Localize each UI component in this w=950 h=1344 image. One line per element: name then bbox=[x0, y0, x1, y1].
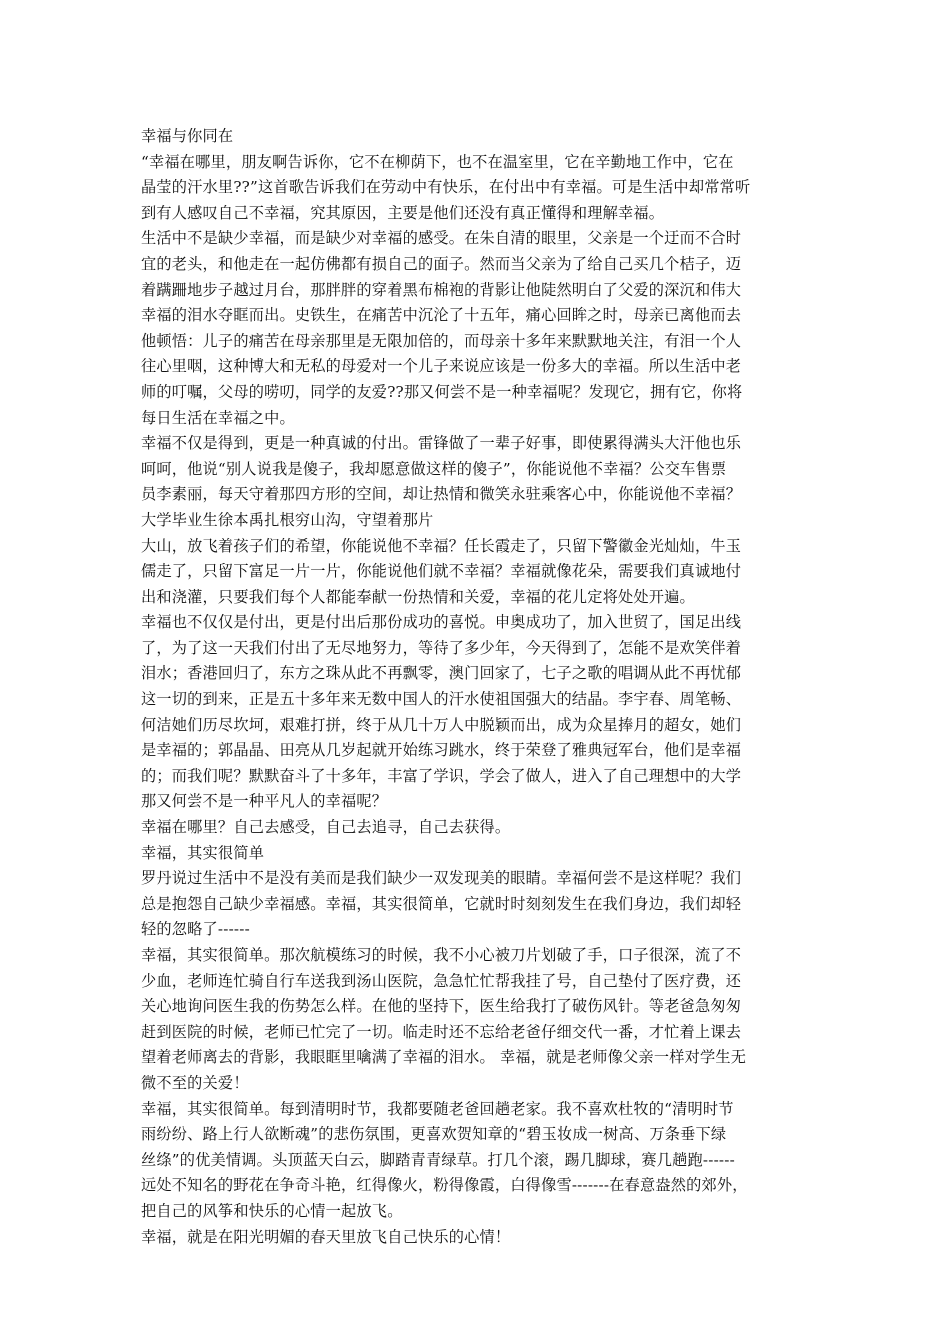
essay-title: 幸福与你同在 bbox=[141, 127, 234, 145]
text-line: 罗丹说过生活中不是没有美而是我们缺少一双发现美的眼睛。幸福何尝不是这样呢？我们 bbox=[141, 869, 742, 888]
text-line: 往心里咽，这种博大和无私的母爱对一个儿子来说应该是一份多大的幸福。所以生活中老 bbox=[141, 357, 742, 376]
text-line: 到有人感叹自己不幸福，究其原因，主要是他们还没有真正懂得和理解幸福。 bbox=[141, 203, 665, 222]
text-line: 丝绦”的优美情调。头顶蓝天白云，脚踏青青绿草。打几个滚，踢几脚球，赛几趟跑------ bbox=[141, 1150, 735, 1169]
text-line: 幸福也不仅仅是付出，更是付出后那份成功的喜悦。申奥成功了，加入世贸了，国足出线 bbox=[141, 613, 742, 632]
text-line: 微不至的关爱！ bbox=[141, 1073, 249, 1092]
text-line: 赶到医院的时候，老师已忙完了一切。临走时还不忘给老爸仔细交代一番，才忙着上课去 bbox=[141, 1022, 742, 1041]
text-line: 泪水；香港回归了，东方之珠从此不再飘零，澳门回家了，七子之歌的唱调从此不再忧郁 bbox=[141, 664, 742, 683]
text-line: 师的叮嘱，父母的唠叨，同学的友爱??那又何尝不是一种幸福呢？发现它，拥有它，你将 bbox=[141, 382, 743, 401]
text-line: 幸福不仅是得到，更是一种真诚的付出。雷锋做了一辈子好事，即使累得满头大汗他也乐 bbox=[141, 434, 742, 453]
text-line: 那又何尝不是一种平凡人的幸福呢？ bbox=[141, 792, 388, 811]
section-heading: 幸福，其实很简单 bbox=[141, 843, 265, 862]
text-line: 了，为了这一天我们付出了无尽地努力，等待了多少年，今天得到了，怎能不是欢笑伴着 bbox=[141, 638, 742, 657]
text-line: 出和浇灌，只要我们每个人都能奉献一份热情和关爱，幸福的花儿定将处处开遍。 bbox=[141, 587, 695, 606]
text-line: 总是抱怨自己缺少幸福感。幸福，其实很简单，它就时时刻刻发生在我们身边，我们却轻 bbox=[141, 894, 742, 913]
text-line: 幸福的泪水夺眶而出。史铁生，在痛苦中沉沦了十五年，痛心回眸之时，母亲已离他而去 bbox=[141, 306, 742, 325]
text-line: 呵呵，他说“别人说我是傻子，我却愿意做这样的傻子”，你能说他不幸福？公交车售票 bbox=[141, 459, 727, 478]
text-line: 每日生活在幸福之中。 bbox=[141, 408, 295, 427]
text-line: 宜的老头，和他走在一起仿佛都有损自己的面子。然而当父亲为了给自己买几个桔子，迈 bbox=[141, 254, 742, 273]
text-line: 晶莹的汗水里??”这首歌告诉我们在劳动中有快乐，在付出中有幸福。可是生活中却常常听 bbox=[141, 178, 751, 197]
text-line: 雨纷纷、路上行人欲断魂”的悲伤氛围，更喜欢贺知章的“碧玉妆成一树高、万条垂下绿 bbox=[141, 1125, 727, 1144]
text-line: 幸福，就是在阳光明媚的春天里放飞自己快乐的心情！ bbox=[141, 1227, 511, 1246]
text-line: 何洁她们历尽坎坷，艰难打拼，终于从几十万人中脱颖而出，成为众星捧月的超女，她们 bbox=[141, 715, 742, 734]
text-line: 大学毕业生徐本禹扎根穷山沟，守望着那片 bbox=[141, 510, 434, 529]
text-line: 是幸福的；郭晶晶、田亮从几岁起就开始练习跳水，终于荣登了雅典冠军台，他们是幸福 bbox=[141, 741, 742, 760]
text-line: “幸福在哪里，朋友啊告诉你，它不在柳荫下，也不在温室里，它在辛勤地工作中，它在 bbox=[141, 152, 734, 171]
text-line: 幸福，其实很简单。那次航模练习的时候，我不小心被刀片划破了手，口子很深，流了不 bbox=[141, 946, 742, 964]
text-line: 少血，老师连忙骑自行车送我到汤山医院，急急忙忙帮我挂了号，自己垫付了医疗费，还 bbox=[141, 971, 742, 990]
text-line: 着蹒跚地步子越过月台，那胖胖的穿着黑布棉袍的背影让他陡然明白了父爱的深沉和伟大 bbox=[141, 280, 742, 299]
essay-body bbox=[141, 124, 821, 1250]
text-line: 这一切的到来，正是五十多年来无数中国人的汗水使祖国强大的结晶。李宇春、周笔畅、 bbox=[141, 690, 742, 709]
text-line: 远处不知名的野花在争奇斗艳，红得像火，粉得像霞，白得像雪-------在春意盎然的郊外， bbox=[141, 1176, 748, 1195]
text-line: 幸福，其实很简单。每到清明时节，我都要随老爸回趟老家。我不喜欢杜牧的“清明时节 bbox=[141, 1099, 734, 1118]
text-line: 他顿悟：儿子的痛苦在母亲那里是无限加倍的，而母亲十多年来默默地关注，有泪一个人 bbox=[141, 331, 742, 350]
text-line: 儒走了，只留下富足一片一片，你能说他们就不幸福？幸福就像花朵，需要我们真诚地付 bbox=[141, 562, 742, 581]
text-line: 生活中不是缺少幸福，而是缺少对幸福的感受。在朱自清的眼里，父亲是一个迂而不合时 bbox=[141, 229, 742, 248]
text-line: 幸福在哪里？自己去感受，自己去追寻，自己去获得。 bbox=[141, 818, 511, 837]
text-line: 员李素丽，每天守着那四方形的空间，却让热情和微笑永驻乘客心中，你能说他不幸福？ bbox=[141, 485, 742, 504]
text-line: 把自己的风筝和快乐的心情一起放飞。 bbox=[141, 1201, 403, 1220]
text-line: 大山，放飞着孩子们的希望，你能说他不幸福？任长霞走了，只留下警徽金光灿灿，牛玉 bbox=[141, 536, 742, 555]
text-line: 轻的忽略了------ bbox=[141, 920, 250, 939]
text-line: 的；而我们呢？默默奋斗了十多年，丰富了学识，学会了做人，进入了自己理想中的大学 bbox=[141, 766, 742, 785]
text-line: 望着老师离去的背影，我眼眶里噙满了幸福的泪水。 幸福，就是老师像父亲一样对学生无 bbox=[141, 1048, 747, 1067]
text-line: 关心地询问医生我的伤势怎么样。在他的坚持下，医生给我打了破伤风针。等老爸急匆匆 bbox=[141, 997, 742, 1016]
